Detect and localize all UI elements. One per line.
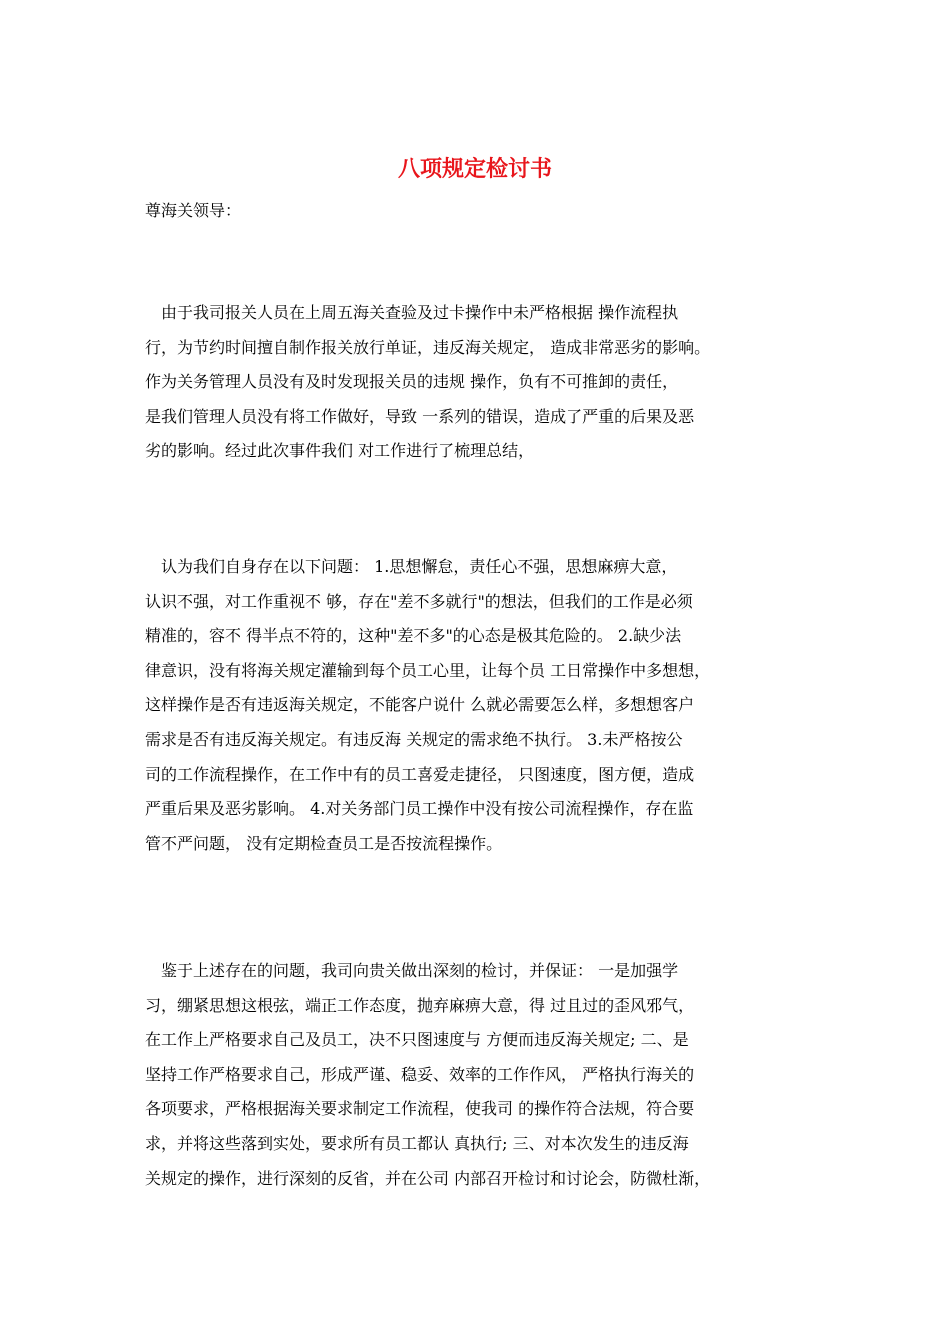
paragraph-line: 鉴于上述存在的问题，我司向贵关做出深刻的检讨，并保证： 一是加强学: [145, 961, 679, 980]
salutation: 尊海关领导：: [145, 201, 242, 220]
paragraph-line: 认为我们自身存在以下问题： 1.思想懈怠，责任心不强，思想麻痹大意，: [145, 557, 678, 576]
paragraph-1: [145, 296, 825, 469]
paragraph-line: 需求是否有违反海关规定。有违反海 关规定的需求绝不执行。 3.未严格按公: [145, 729, 683, 749]
paragraph-line: 律意识，没有将海关规定灌输到每个员工心里，让每个员 工日常操作中多想想，: [145, 660, 711, 680]
paragraph-line: 求，并将这些落到实处，要求所有员工都认 真执行; 三、对本次发生的违反海: [145, 1133, 689, 1153]
paragraph-line: 劣的影响。经过此次事件我们 对工作进行了梳理总结，: [145, 441, 535, 461]
paragraph-line: 严重后果及恶劣影响。 4.对关务部门员工操作中没有按公司流程操作，存在监: [145, 799, 694, 819]
paragraph-line: 在工作上严格要求自己及员工，决不只图速度与 方便而违反海关规定; 二、是: [145, 1030, 689, 1050]
document-title: 八项规定检讨书: [397, 156, 552, 182]
paragraph-line: 认识不强，对工作重视不 够，存在"差不多就行"的想法，但我们的工作是必须: [145, 591, 693, 611]
paragraph-line: 精准的，容不 得半点不符的，这种"差不多"的心态是极其危险的。 2.缺少法: [145, 626, 682, 646]
paragraph-line: 作为关务管理人员没有及时发现报关员的违规 操作，负有不可推卸的责任，: [145, 372, 679, 392]
paragraph-2: [145, 550, 825, 861]
paragraph-line: 习，绷紧思想这根弦，端正工作态度，抛弃麻痹大意，得 过且过的歪风邪气，: [145, 995, 695, 1015]
paragraph-line: 由于我司报关人员在上周五海关查验及过卡操作中未严格根据 操作流程执: [145, 303, 679, 322]
paragraph-line: 管不严问题， 没有定期检查员工是否按流程操作。: [145, 833, 503, 853]
paragraph-3: [145, 954, 825, 1196]
paragraph-line: 坚持工作严格要求自己，形成严谨、稳妥、效率的工作作风， 严格执行海关的: [145, 1064, 695, 1084]
paragraph-line: 是我们管理人员没有将工作做好，导致 一系列的错误，造成了严重的后果及恶: [145, 406, 695, 426]
paragraph-line: 行，为节约时间擅自制作报关放行单证，违反海关规定， 造成非常恶劣的影响。: [145, 337, 711, 357]
paragraph-line: 各项要求，严格根据海关要求制定工作流程，使我司 的操作符合法规，符合要: [145, 1099, 695, 1119]
paragraph-line: 司的工作流程操作，在工作中有的员工喜爱走捷径， 只图速度，图方便，造成: [145, 764, 695, 784]
paragraph-line: 关规定的操作，进行深刻的反省，并在公司 内部召开检讨和讨论会，防微杜渐，: [145, 1168, 711, 1188]
paragraph-line: 这样操作是否有违返海关规定，不能客户说什 么就必需要怎么样，多想想客户: [145, 695, 695, 715]
